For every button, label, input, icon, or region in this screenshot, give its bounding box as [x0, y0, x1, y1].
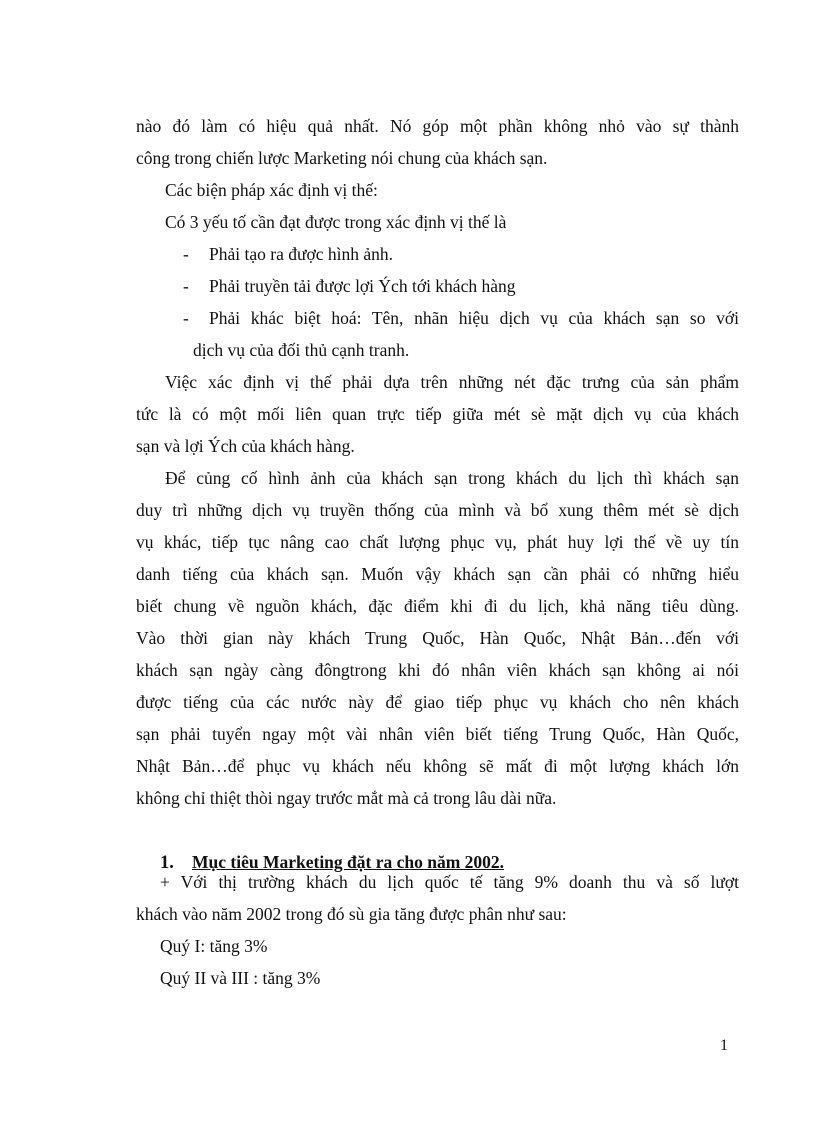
- paragraph-3-line: không chỉ thiệt thòi ngay trước mắt mà cả trong lâu dài nữa.: [136, 788, 557, 808]
- section-title: Mục tiêu Marketing đặt ra cho năm 2002.: [192, 852, 505, 872]
- paragraph-3-line: biết chung về nguồn khách, đặc điểm khi đi du lịch, khả năng tiêu dùng.: [136, 596, 739, 616]
- bullet-text-continuation: dịch vụ của đối thủ cạnh tranh.: [193, 340, 410, 360]
- paragraph-1-line-1: nào đó làm có hiệu quả nhất. Nó góp một phần không nhỏ vào sự thành: [136, 116, 739, 136]
- quarter-1-target: Quý I: tăng 3%: [160, 936, 268, 956]
- paragraph-3-line: được tiếng của các nước này để giao tiếp phục vụ khách cho nên khách: [136, 692, 739, 712]
- bullet-item: [183, 238, 739, 270]
- quarter-2-3-target: Quý II và III : tăng 3%: [160, 968, 321, 988]
- section-number: 1.: [160, 853, 174, 873]
- paragraph-3-line: Để củng cố hình ảnh của khách sạn trong khách du lịch thì khách sạn: [165, 468, 739, 488]
- paragraph-three-factors: Có 3 yếu tố cần đạt được trong xác định vị thế là: [165, 212, 507, 232]
- paragraph-3-line: Nhật Bản…để phục vụ khách nếu không sẽ mất đi một lượng khách lớn: [136, 756, 739, 776]
- paragraph-positioning-measures: Các biện pháp xác định vị thế:: [165, 180, 378, 200]
- paragraph-1-line-2: công trong chiến lược Marketing nói chung của khách sạn.: [136, 148, 548, 168]
- page-number: 1: [720, 1037, 728, 1054]
- paragraph-3-line: danh tiếng của khách sạn. Muốn vậy khách sạn cần phải có những hiểu: [136, 564, 739, 584]
- bullet-text: Phải tạo ra được hình ảnh.: [209, 244, 393, 264]
- bullet-dash: -: [183, 276, 189, 296]
- paragraph-2-line-3: sạn và lợi Ých của khách hàng.: [136, 436, 355, 456]
- paragraph-2-line-2: tức là có một mối liên quan trực tiếp giữa mét sè mặt dịch vụ của khách: [136, 404, 739, 424]
- bullet-item: [183, 302, 739, 334]
- paragraph-3-line: Vào thời gian này khách Trung Quốc, Hàn Quốc, Nhật Bản…đến với: [136, 628, 739, 648]
- paragraph-3-line: duy trì những dịch vụ truyền thống của mình và bổ xung thêm mét sè dịch: [136, 500, 739, 520]
- bullet-item: [183, 270, 739, 302]
- paragraph-3-line: vụ khác, tiếp tục nâng cao chất lượng phục vụ, phát huy lợi thế về uy tín: [136, 532, 739, 552]
- paragraph-2-line-1: Việc xác định vị thế phải dựa trên những nét đặc trưng của sản phẩm: [165, 372, 739, 392]
- bullet-text: Phải truyền tải được lợi Ých tới khách hàng: [209, 276, 516, 296]
- section-body-line-2: khách vào năm 2002 trong đó sù gia tăng được phân như sau:: [136, 904, 567, 924]
- section-body-line-1: + Với thị trường khách du lịch quốc tế tăng 9% doanh thu và số lượt: [160, 872, 739, 892]
- bullet-text: Phải khác biệt hoá: Tên, nhãn hiệu dịch vụ của khách sạn so với: [209, 308, 739, 328]
- paragraph-3-line: khách sạn ngày càng đôngtrong khi đó nhân viên khách sạn không ai nói: [136, 660, 739, 680]
- paragraph-3-line: sạn phải tuyển ngay một vài nhân viên biết tiếng Trung Quốc, Hàn Quốc,: [136, 724, 739, 744]
- bullet-dash: -: [183, 308, 189, 328]
- bullet-dash: -: [183, 244, 189, 264]
